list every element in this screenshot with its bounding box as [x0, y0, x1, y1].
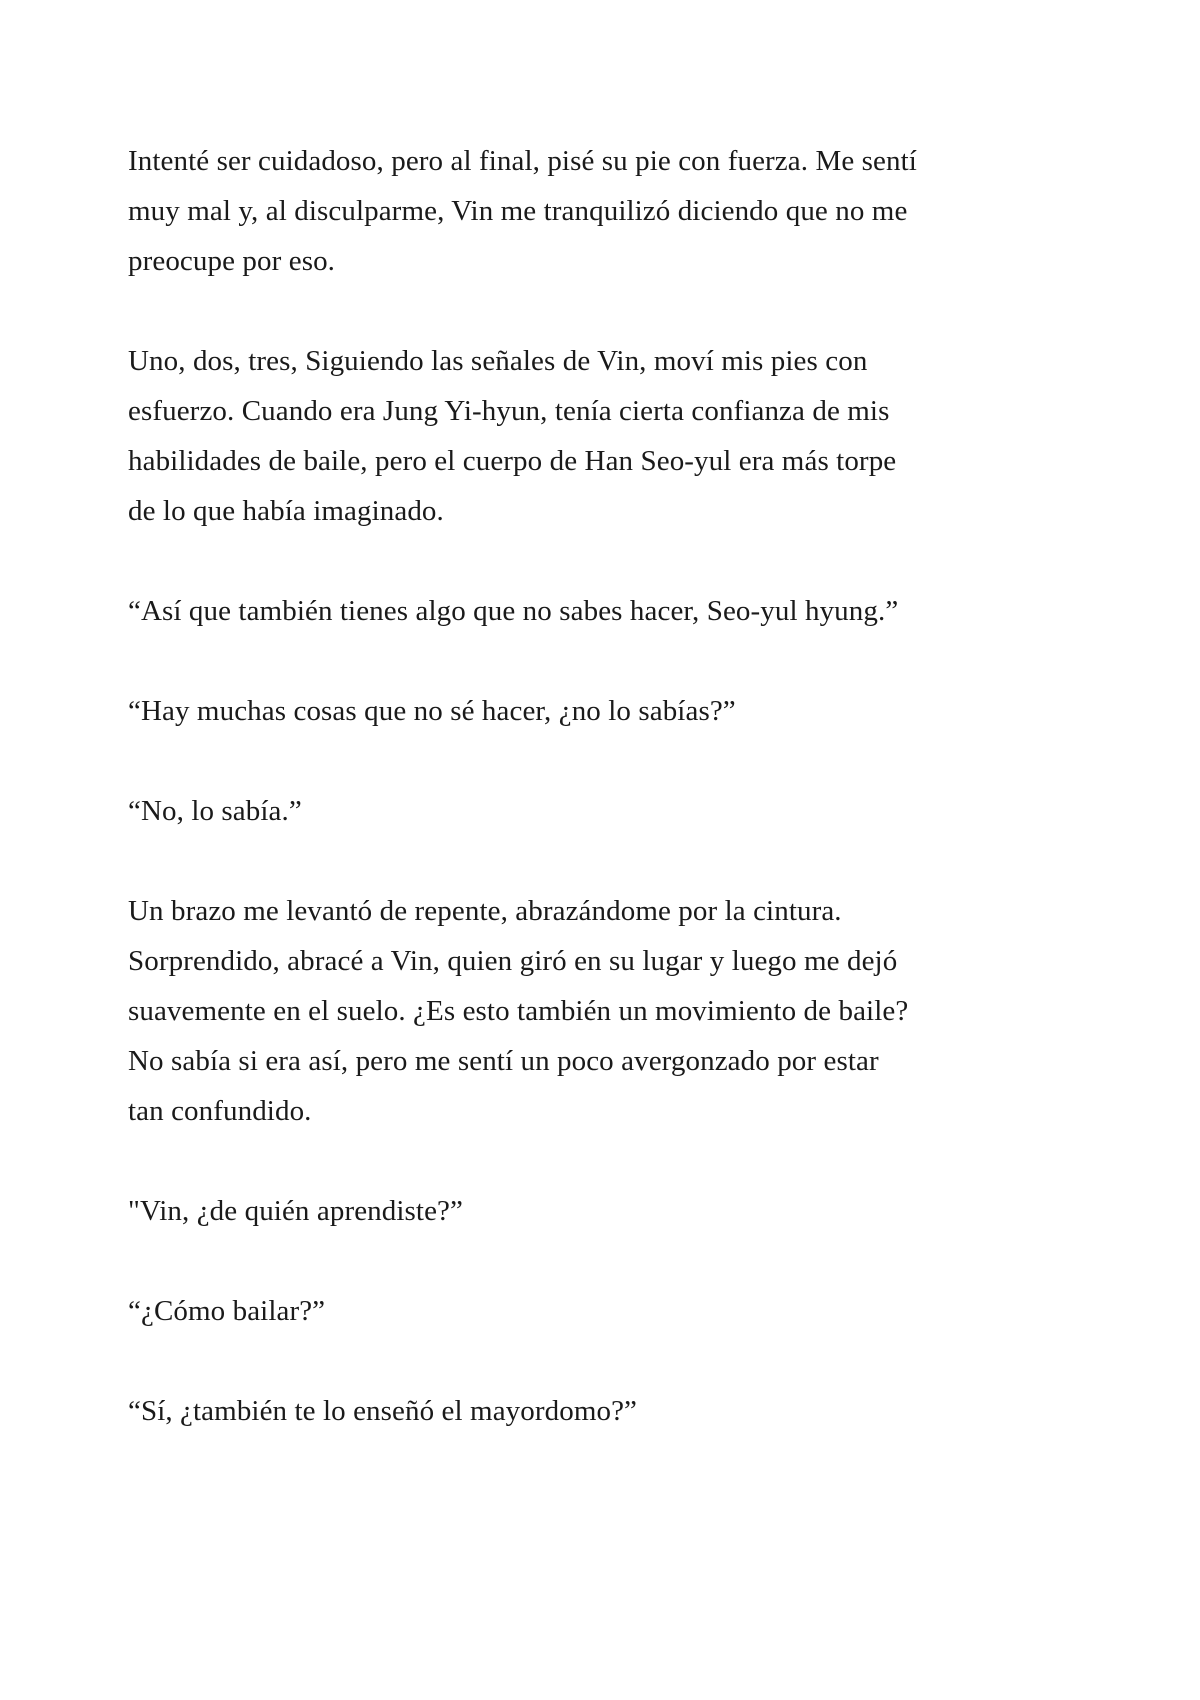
dialogue-5 — [128, 1286, 1088, 1336]
text-line: “No, lo sabía.” — [128, 795, 302, 827]
text-line: "Vin, ¿de quién aprendiste?” — [128, 1195, 463, 1227]
paragraph-3 — [128, 886, 1088, 1136]
text-line: esfuerzo. Cuando era Jung Yi-hyun, tenía cierta confianza de mis — [128, 395, 890, 427]
text-line: habilidades de baile, pero el cuerpo de Han Seo-yul era más torpe — [128, 445, 897, 477]
text-line: de lo que había imaginado. — [128, 495, 444, 527]
text-line: suavemente en el suelo. ¿Es esto también un movimiento de baile? — [128, 995, 909, 1027]
text-line: “Hay muchas cosas que no sé hacer, ¿no lo sabías?” — [128, 695, 736, 727]
text-line: tan confundido. — [128, 1095, 312, 1127]
paragraph-1 — [128, 136, 1088, 286]
dialogue-3 — [128, 786, 1088, 836]
text-line: Un brazo me levantó de repente, abrazándome por la cintura. — [128, 895, 842, 927]
dialogue-4 — [128, 1186, 1088, 1236]
dialogue-6 — [128, 1386, 1088, 1436]
text-line: “Sí, ¿también te lo enseñó el mayordomo?” — [128, 1395, 638, 1427]
text-line: Sorprendido, abracé a Vin, quien giró en su lugar y luego me dejó — [128, 945, 898, 977]
document-page — [128, 136, 1088, 1486]
text-line: preocupe por eso. — [128, 245, 336, 277]
text-line: No sabía si era así, pero me sentí un poco avergonzado por estar — [128, 1045, 879, 1077]
text-line: Intenté ser cuidadoso, pero al final, pisé su pie con fuerza. Me sentí — [128, 145, 917, 177]
text-line: “Así que también tienes algo que no sabes hacer, Seo-yul hyung.” — [128, 595, 899, 627]
text-line: “¿Cómo bailar?” — [128, 1295, 326, 1327]
paragraph-2 — [128, 336, 1088, 536]
text-line: muy mal y, al disculparme, Vin me tranquilizó diciendo que no me — [128, 195, 908, 227]
dialogue-1 — [128, 586, 1088, 636]
text-line: Uno, dos, tres, Siguiendo las señales de Vin, moví mis pies con — [128, 345, 868, 377]
dialogue-2 — [128, 686, 1088, 736]
